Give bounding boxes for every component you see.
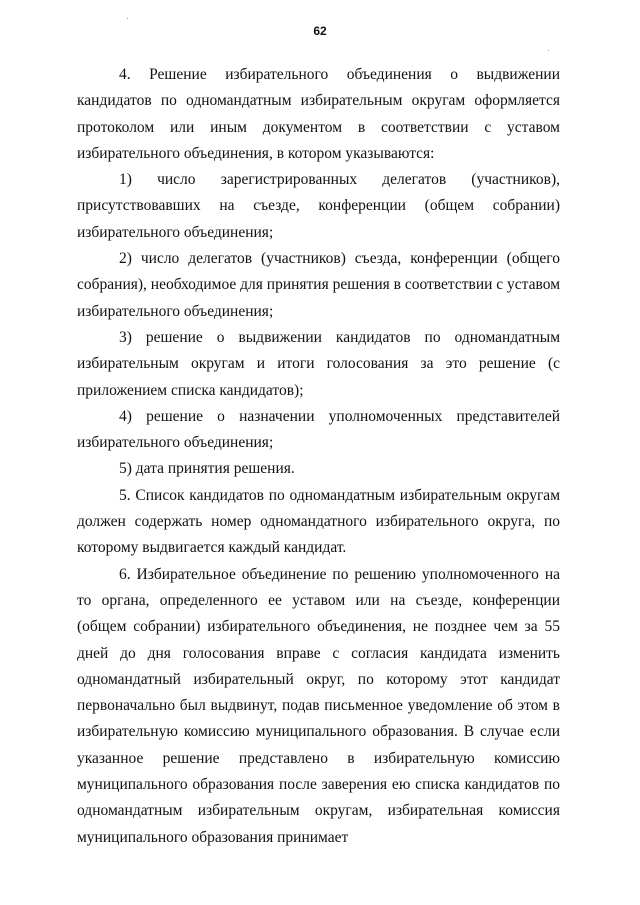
scan-artifact — [127, 18, 128, 19]
page-number: 62 — [313, 24, 327, 38]
list-item-5: 5) дата принятия решения. — [119, 460, 295, 478]
scan-artifact — [548, 50, 549, 51]
list-item-1: 1) число зарегистрированных делегатов (участников), присутствовавших на съезде, конференции (общем собрании) избирательного объединения; — [77, 171, 560, 241]
list-item-3: 3) решение о выдвижении кандидатов по одномандатным избирательным округам и итоги голосования за это решение (с приложением списка кандидатов); — [77, 328, 560, 399]
paragraph-5: 5. Список кандидатов по одномандатным избирательным округам должен содержать номер одномандатного избирательного округа, по которому выдвигается каждый кандидат. — [77, 486, 560, 557]
paragraph-6: 6. Избирательное объединение по решению уполномоченного на то органа, определенного ее уставом или на съезде, конференции (общем собрании) избирательного объединения, не позднее чем за 55 дней до дня голосования вправе с согласия кандидата изменить одномандатный избирательный округ, по которому этот кандидат первоначально был выдвинут, подав письменное уведомление об этом в избирательную комиссию муниципального образования. В случае если указанное решение представлено в избирательную комиссию муниципального образования после заверения ею списка кандидатов по одномандатным избирательным округам, избирательная комиссия муниципального образования принимает — [77, 565, 560, 846]
list-item-4: 4) решение о назначении уполномоченных представителей избирательного объединения; — [77, 407, 560, 452]
document-body — [77, 62, 560, 851]
paragraph-4: 4. Решение избирательного объединения о выдвижении кандидатов по одномандатным избирательным округам оформляется протоколом или иным документом в соответствии с уставом избирательного объединения, в котором указываются: — [77, 66, 560, 162]
list-item-2: 2) число делегатов (участников) съезда, конференции (общего собрания), необходимое для принятия решения в соответствии с уставом избирательного объединения; — [77, 250, 560, 320]
